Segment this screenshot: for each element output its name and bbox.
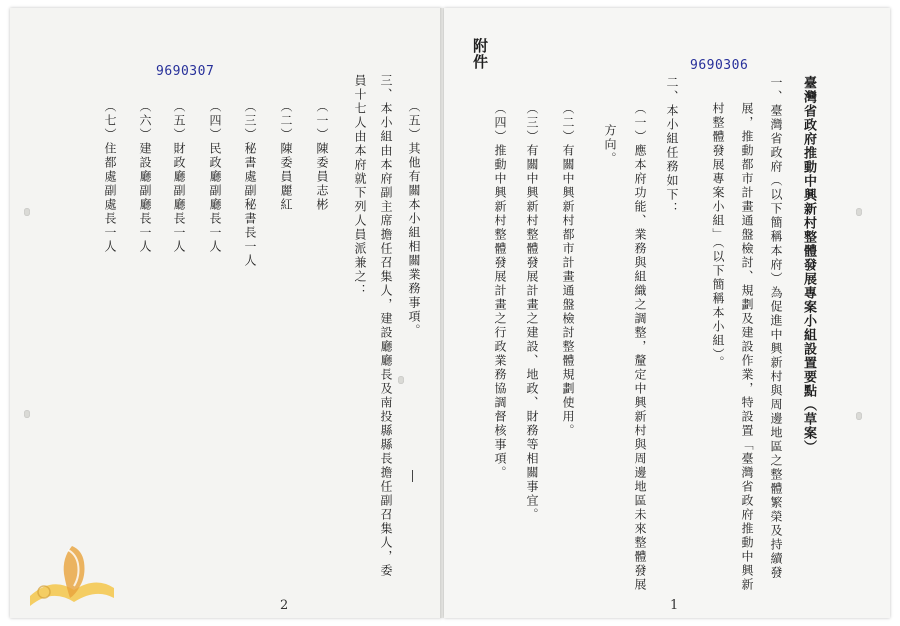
taiwan-map-book-logo-icon: [22, 536, 118, 616]
left-page: [10, 8, 442, 618]
right-page: [444, 8, 890, 618]
page-number: 1: [670, 598, 679, 613]
text-column: （一）應本府功能、業務與組織之調整，釐定中興新村與周邊地區未來整體發展: [633, 102, 647, 592]
text-column: （四）推動中興新村整體發展計畫之行政業務協調督核事項。: [493, 102, 507, 480]
text-column: 二、本小組任務如下：: [665, 76, 679, 216]
text-column: 員十七人由本府就下列人員派兼之：: [353, 74, 367, 298]
binding-hole: [856, 412, 862, 420]
document-title: 臺灣省政府推動中興新村整體發展專案小組設置要點（草案）: [801, 76, 816, 454]
text-column: （二）有關中興新村都市計畫通盤檢討整體規劃使用。: [561, 102, 575, 438]
text-column: 一、臺灣省政府（以下簡稱本府）為促進中興新村與周邊地區之整體繁榮及持續發: [769, 76, 783, 580]
text-column: （五）財政廳副廳長一人: [172, 100, 186, 254]
text-column: （三）有關中興新村整體發展計畫之建設、地政、財務等相關事宜。: [525, 102, 539, 522]
binding-hole: [398, 376, 404, 384]
text-column: （六）建設廳副廳長一人: [138, 100, 152, 254]
text-column: （三）秘書處副秘書長一人: [243, 100, 257, 268]
text-column: 方向。: [603, 124, 617, 166]
page-number: 2: [280, 598, 289, 613]
attachment-label: 附件: [471, 38, 489, 70]
text-column: （七）住都處副處長一人: [103, 100, 117, 254]
text-column: （四）民政廳副廳長一人: [208, 100, 222, 254]
binding-hole: [24, 410, 30, 418]
text-column: （五）其他有關本小組相關業務事項。: [407, 100, 421, 338]
text-column: （二）陳委員麗紅: [279, 100, 293, 212]
archive-stamp-number: 9690307: [156, 64, 215, 79]
margin-mark: [412, 470, 413, 482]
text-column: （一）陳委員志彬: [315, 100, 329, 212]
binding-hole: [856, 208, 862, 216]
text-column: 三、本小組由本府副主席擔任召集人，建設廳廳長及南投縣縣長擔任副召集人，委: [379, 74, 393, 578]
binding-hole: [24, 208, 30, 216]
text-column: 村整體發展專案小組」（以下簡稱本小組）。: [711, 102, 725, 370]
text-column: 展，推動都市計畫通盤檢討、規劃及建設作業，特設置「臺灣省政府推動中興新: [740, 102, 754, 592]
archive-stamp-number: 9690306: [690, 58, 749, 73]
